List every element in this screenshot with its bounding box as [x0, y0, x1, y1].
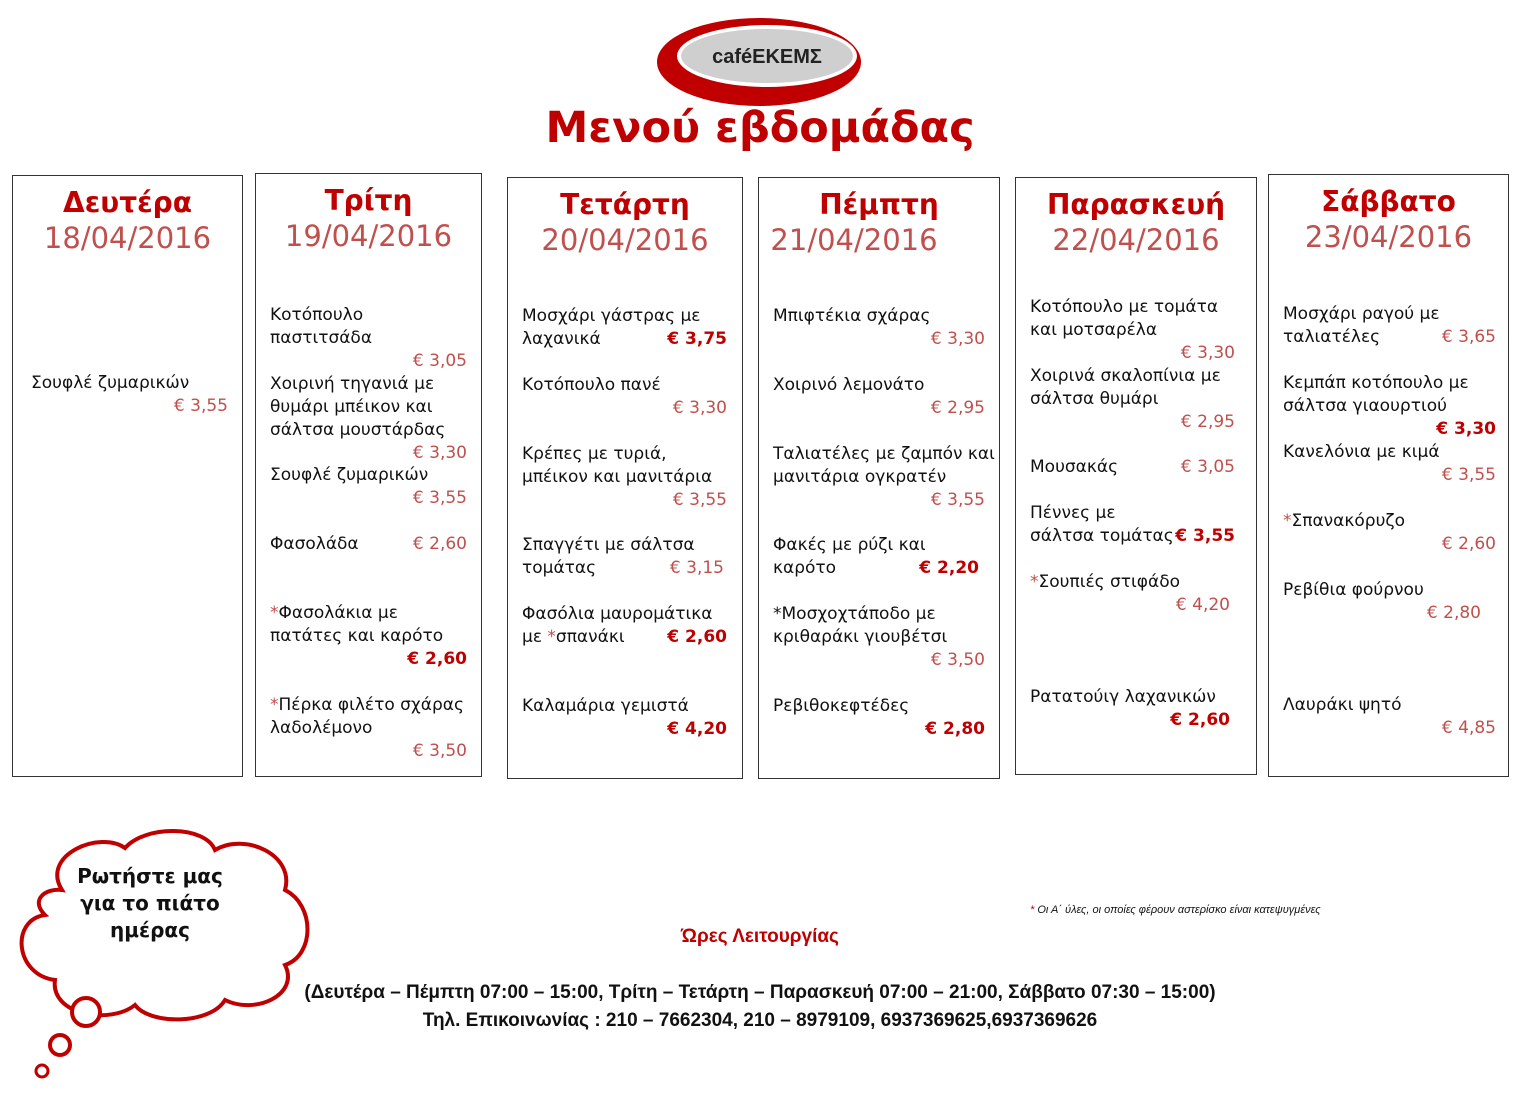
menu-item-name-cont: σπανάκι: [555, 627, 625, 647]
menu-item: [1283, 579, 1496, 623]
menu-item: [522, 695, 727, 739]
day-name: Σάββατο: [1321, 185, 1456, 218]
menu-item: [522, 374, 727, 418]
menu-item-name: Σπαγγέτι με σάλτσα τομάτας: [522, 535, 695, 578]
day-column-friday: [1015, 177, 1257, 775]
menu-item-price: € 3,55: [930, 490, 985, 510]
menu-item-price: € 3,30: [1436, 419, 1496, 439]
menu-item-price: € 3,30: [930, 329, 985, 349]
menu-item-price: € 3,05: [412, 351, 467, 371]
menu-item-name: Λαυράκι ψητό: [1283, 695, 1402, 715]
menu-item-name: Μουσακάς: [1030, 457, 1119, 477]
day-date: 21/04/2016: [770, 223, 938, 257]
menu-item-price: € 3,30: [672, 398, 727, 418]
menu-item: [1030, 365, 1245, 432]
menu-item: [522, 443, 734, 510]
day-name: Δευτέρα: [63, 186, 192, 219]
menu-item-price: € 3,55: [173, 396, 228, 416]
menu-item: [270, 602, 470, 669]
menu-item-name: Κοτόπουλο με τομάτα και μοτσαρέλα: [1030, 297, 1219, 340]
menu-item-price: € 3,75: [667, 329, 727, 349]
menu-item: [270, 464, 470, 508]
menu-item-price: € 2,95: [930, 398, 985, 418]
menu-item: [1283, 303, 1496, 349]
cloud-line-2: για το πιάτο: [80, 891, 220, 915]
menu-item-name: Μοσχάρι ραγού με ταλιατέλες: [1283, 304, 1440, 347]
contact-phones: Τηλ. Επικοινωνίας : 210 – 7662304, 210 – 8979109, 6937369625,6937369626: [422, 1010, 1098, 1031]
menu-item-name: Πέννες με σάλτσα τομάτας: [1030, 503, 1174, 546]
day-date: 18/04/2016: [43, 221, 212, 255]
frozen-footnote: [1030, 904, 1321, 916]
menu-item-price: € 3,30: [412, 443, 467, 463]
menu-item: [773, 443, 995, 510]
day-column-thursday: [758, 177, 1000, 779]
menu-item-price: € 2,60: [412, 534, 467, 554]
menu-item-name: Φασόλια μαυρομάτικα με: [522, 604, 713, 647]
menu-item-name: Κανελόνια με κιμά: [1283, 442, 1440, 462]
menu-item-price: € 2,80: [925, 719, 985, 739]
menu-item: [1030, 296, 1245, 363]
menu-item-name: Κοτόπουλο παστιτσάδα: [270, 305, 373, 348]
menu-item-price: € 3,65: [1441, 327, 1496, 347]
menu-item: [1283, 694, 1496, 738]
menu-item-name: Κοτόπουλο πανέ: [522, 375, 661, 395]
menu-item-name: Πέρκα φιλέτο σχάρας λαδολέμονο: [270, 695, 464, 738]
menu-item-name: Χοιρινό λεμονάτο: [773, 375, 925, 395]
menu-item-price: € 2,95: [1180, 412, 1235, 432]
footnote-asterisk: *: [1030, 904, 1035, 916]
menu-item: [270, 373, 470, 463]
menu-item-price: € 3,55: [1441, 465, 1496, 485]
menu-item-price: € 2,80: [1426, 603, 1481, 623]
cloud-line-3: ημέρας: [110, 918, 190, 942]
menu-item: [773, 305, 985, 349]
menu-item-name: Μοσχοχτάποδο με κριθαράκι γιουβέτσι: [773, 604, 948, 647]
menu-item-price: € 3,30: [1180, 343, 1235, 363]
opening-hours-title: Ώρες Λειτουργίας: [681, 926, 839, 947]
day-date: 23/04/2016: [1304, 220, 1473, 254]
menu-item: [1030, 502, 1245, 548]
menu-item: [773, 695, 985, 739]
menu-item-price: € 2,60: [1170, 710, 1230, 730]
menu-item: [1030, 571, 1245, 615]
frozen-asterisk: *: [270, 695, 279, 715]
menu-item-price: € 2,60: [667, 627, 727, 647]
day-column-tuesday: [255, 173, 482, 777]
menu-item-price: € 4,20: [1175, 595, 1230, 615]
menu-item-name: Ρεβιθοκεφτέδες: [773, 696, 910, 716]
menu-item-name: Ρατατούιγ λαχανικών: [1030, 687, 1216, 707]
menu-item: [1283, 510, 1496, 554]
menu-item-price: € 3,55: [1175, 526, 1235, 546]
page-title: Μενού εβδομάδας: [545, 103, 975, 153]
menu-item: [773, 534, 985, 580]
menu-item-name: Φασολάκια με πατάτες και καρότο: [270, 603, 444, 646]
menu-item-name: Σουφλέ ζυμαρικών: [31, 373, 190, 393]
menu-item: [31, 372, 231, 416]
menu-item-price: € 2,20: [919, 558, 979, 578]
frozen-asterisk: *: [547, 627, 556, 647]
day-column-saturday: [1268, 174, 1509, 777]
menu-item-name: Ρεβίθια φούρνου: [1283, 580, 1424, 600]
day-date: 20/04/2016: [541, 223, 709, 257]
menu-item-name: Μοσχάρι γάστρας με λαχανικά: [522, 306, 701, 349]
menu-item-price: € 3,50: [412, 741, 467, 761]
day-name: Τετάρτη: [560, 188, 690, 221]
day-column-monday: [12, 175, 243, 777]
menu-item-name: Σουφλέ ζυμαρικών: [270, 465, 429, 485]
frozen-asterisk: *: [1283, 511, 1292, 531]
menu-item-name: Κρέπες με τυριά, μπέικον και μανιτάρια: [522, 444, 713, 487]
logo-text: caféΕΚΕΜΣ: [712, 46, 822, 68]
menu-item-price: € 3,15: [669, 558, 724, 578]
menu-item-name: Χοιρινή τηγανιά με θυμάρι μπέικον και σάλτσα μουστάρδας: [270, 374, 446, 440]
menu-item: [1030, 686, 1245, 730]
menu-item-name: Φασολάδα: [270, 534, 359, 554]
day-column-wednesday: [507, 177, 743, 779]
menu-item-price: € 3,05: [1180, 457, 1235, 477]
day-date: 22/04/2016: [1052, 223, 1220, 257]
menu-item-name: Σπανακόρυζο: [1291, 511, 1406, 531]
menu-item: [773, 603, 985, 670]
day-name: Παρασκευή: [1046, 188, 1226, 221]
day-name: Τρίτη: [324, 184, 413, 217]
menu-item: [522, 534, 727, 580]
menu-item: [270, 533, 470, 556]
menu-item: [773, 374, 985, 418]
menu-item: [270, 694, 470, 761]
menu-item-price: € 3,55: [412, 488, 467, 508]
menu-item-name: Χοιρινά σκαλοπίνια με σάλτσα θυμάρι: [1030, 366, 1221, 409]
menu-item-name: Φακές με ρύζι και καρότο: [773, 535, 926, 578]
menu-item-name: Ταλιατέλες με ζαμπόν και μανιτάρια ογκρατέν: [773, 444, 995, 487]
menu-item-name: Σουπιές στιφάδο: [1038, 572, 1181, 592]
menu-item-name: Μπιφτέκια σχάρας: [773, 306, 931, 326]
menu-item: [522, 603, 727, 649]
frozen-asterisk: *: [773, 604, 782, 624]
footnote-text: Οι Α΄ ύλες, οι οποίες φέρουν αστερίσκο είναι κατεψυγμένες: [1034, 904, 1321, 916]
menu-item: [522, 305, 727, 351]
menu-item-name: Καλαμάρια γεμιστά: [522, 696, 689, 716]
menu-item-price: € 3,50: [930, 650, 985, 670]
menu-item: [1030, 456, 1245, 479]
thought-cloud: [10, 820, 320, 1082]
opening-hours: (Δευτέρα – Πέμπτη 07:00 – 15:00, Τρίτη – Τετάρτη – Παρασκευή 07:00 – 21:00, Σάββατο 07:30 – 15:00): [304, 982, 1216, 1003]
menu-item: [1283, 372, 1496, 439]
menu-item-price: € 2,60: [1441, 534, 1496, 554]
menu-item-price: € 4,85: [1441, 718, 1496, 738]
frozen-asterisk: *: [270, 603, 279, 623]
menu-item: [270, 304, 470, 371]
day-date: 19/04/2016: [284, 219, 453, 253]
cafe-ekems-logo: [655, 16, 863, 108]
menu-item: [1283, 441, 1496, 485]
day-name: Πέμπτη: [819, 188, 939, 221]
frozen-asterisk: *: [1030, 572, 1039, 592]
cloud-line-1: Ρωτήστε μας: [77, 864, 223, 888]
menu-item-price: € 2,60: [407, 649, 467, 669]
menu-item-price: € 3,55: [672, 490, 727, 510]
menu-item-price: € 4,20: [667, 719, 727, 739]
menu-item-name: Κεμπάπ κοτόπουλο με σάλτσα γιαουρτιού: [1283, 373, 1469, 416]
